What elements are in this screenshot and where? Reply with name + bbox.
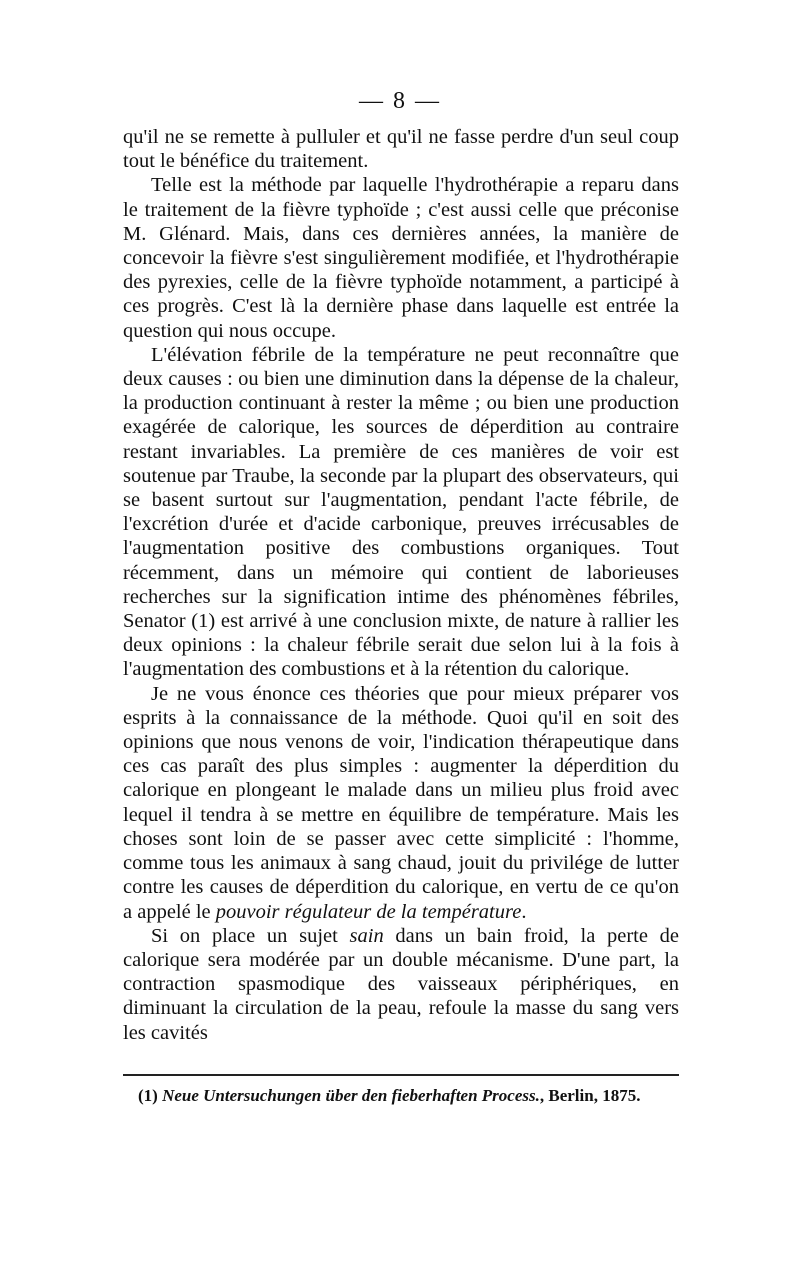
paragraph-4-text: Je ne vous énonce ces théories que pour mieux préparer vos esprits à la connaissance de la méthode. Quoi qu'il en soit des opinions que nous venons de voir, l'indication thérapeutique dans ces cas paraît des plus simples : augmenter la déperdition du calorique en plongeant le malade dans un milieu plus froid avec lequel il tendra à se mettre en équilibre de température. Mais les choses sont loin de se passer avec cette simplicité : l'homme, comme tous les animaux à sang chaud, jouit du privilége de lutter contre les causes de déperdition du calorique, en vertu de ce qu'on a appelé le bbox=[123, 682, 679, 923]
footnote-divider bbox=[123, 1074, 679, 1076]
paragraph-5-start: Si on place un sujet bbox=[151, 924, 350, 947]
footnote-title: Neue Untersuchungen über den fieberhaften Process. bbox=[162, 1086, 540, 1105]
body-text bbox=[123, 125, 679, 1045]
footnote-marker: (1) bbox=[138, 1086, 158, 1105]
footnote bbox=[138, 1085, 678, 1107]
paragraph-5 bbox=[123, 924, 679, 1045]
paragraph-2: Telle est la méthode par laquelle l'hydrothérapie a reparu dans le traitement de la fièvre typhoïde ; c'est aussi celle que préconise M. Glénard. Mais, dans ces dernières années, la manière de concevoir la fièvre s'est singulièrement modifiée, et l'hydrothérapie des pyrexies, celle de la fièvre typhoïde notamment, a participé à ces progrès. C'est là la dernière phase dans laquelle est entrée la question qui nous occupe. bbox=[123, 174, 679, 342]
footnote-place-date: , Berlin, 1875. bbox=[539, 1086, 641, 1105]
paragraph-4-emphasis: pouvoir régulateur de la température bbox=[215, 900, 522, 923]
page-number: — 8 — bbox=[359, 88, 441, 114]
paragraph-4 bbox=[123, 682, 679, 924]
paragraph-1: qu'il ne se remette à pulluler et qu'il ne fasse perdre d'un seul coup tout le bénéfice du traitement. bbox=[123, 126, 679, 173]
paragraph-5-emphasis: sain bbox=[349, 924, 384, 947]
paragraph-3: L'élévation fébrile de la température ne peut reconnaître que deux causes : ou bien une diminution dans la dépense de la chaleur, la production continuant à rester la même ; ou bien une production exagérée de calorique, les sources de déperdition au contraire restant invariables. La première de ces manières de voir est soutenue par Traube, la seconde par la plupart des observateurs, qui se basent surtout sur l'augmentation, pendant l'acte fébrile, de l'excrétion d'urée et d'acide carbonique, preuves irrécusables de l'augmentation positive des combustions organiques. Tout récemment, dans un mémoire qui contient de laborieuses recherches sur la signification intime des phénomènes fébriles, Senator (1) est arrivé à une conclusion mixte, de nature à rallier les deux opinions : la chaleur fébrile serait due selon lui à la fois à l'augmentation des combustions et à la rétention du calorique. bbox=[123, 343, 679, 681]
paragraph-4-end: . bbox=[521, 900, 527, 923]
paragraph-5-text: dans un bain froid, la perte de calorique sera modérée par un double mécanisme. D'une part, la contraction spasmodique des vaisseaux périphériques, en diminuant la circulation de la peau, refoule la masse du sang vers les cavités bbox=[123, 924, 679, 1044]
